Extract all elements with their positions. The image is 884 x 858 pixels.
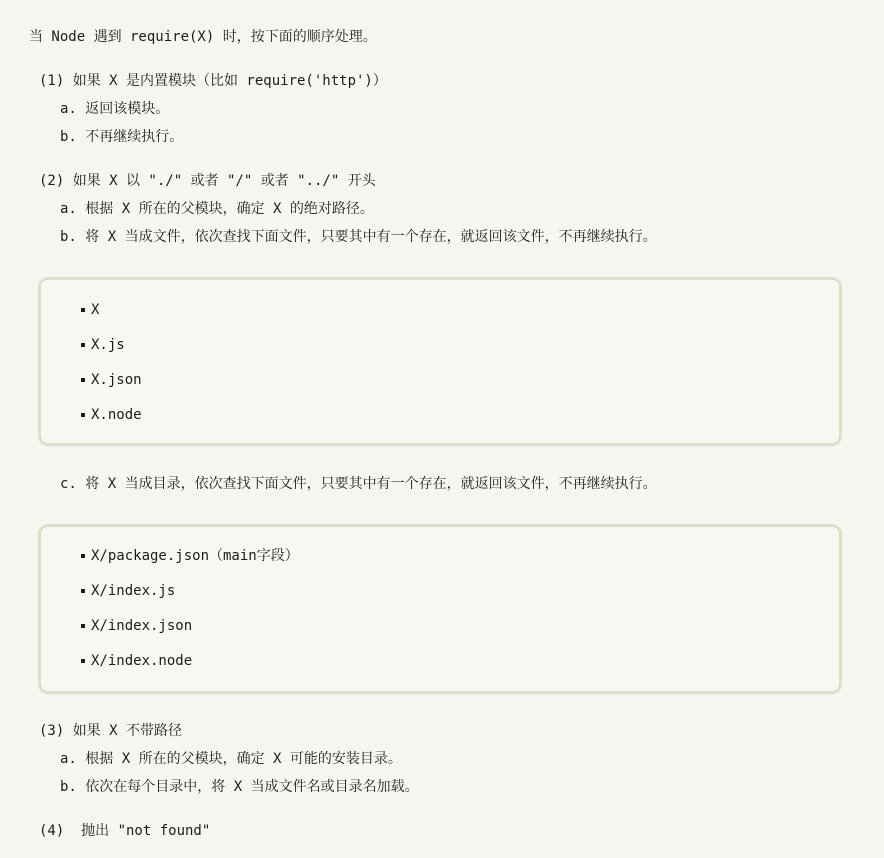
step4-heading: (4) 抛出 "not found" [39, 823, 211, 839]
step3-b: b. 依次在每个目录中，将 X 当成文件名或目录名加载。 [60, 779, 419, 795]
step2-c: c. 将 X 当成目录，依次查找下面文件，只要其中有一个存在，就返回该文件，不再继续执行。 [60, 476, 657, 492]
bullet-icon [81, 378, 85, 382]
list-item: X.js [91, 335, 125, 355]
bullet-icon [81, 413, 85, 417]
list-item: X/package.json（main字段） [91, 546, 299, 566]
step1-a: a. 返回该模块。 [60, 101, 170, 117]
list-item: X/index.js [91, 581, 175, 601]
step2-heading: (2) 如果 X 以 "./" 或者 "/" 或者 "../" 开头 [39, 173, 376, 189]
list-item: X [91, 300, 99, 320]
step1-heading: (1) 如果 X 是内置模块（比如 require('http')） [39, 73, 387, 89]
step2-b: b. 将 X 当成文件，依次查找下面文件，只要其中有一个存在，就返回该文件，不再继续执行。 [60, 229, 657, 245]
intro-text: 当 Node 遇到 require(X) 时，按下面的顺序处理。 [29, 29, 377, 45]
list-item: X.node [91, 405, 142, 425]
bullet-icon [81, 343, 85, 347]
step2-a: a. 根据 X 所在的父模块，确定 X 的绝对路径。 [60, 201, 374, 217]
bullet-icon [81, 554, 85, 558]
step3-heading: (3) 如果 X 不带路径 [39, 723, 183, 739]
list-item: X/index.json [91, 616, 192, 636]
file-candidates-box [38, 277, 842, 446]
list-item: X/index.node [91, 651, 192, 671]
bullet-icon [81, 589, 85, 593]
bullet-icon [81, 308, 85, 312]
step3-a: a. 根据 X 所在的父模块，确定 X 可能的安装目录。 [60, 751, 402, 767]
bullet-icon [81, 659, 85, 663]
directory-candidates-box [38, 524, 842, 694]
step1-b: b. 不再继续执行。 [60, 129, 184, 145]
bullet-icon [81, 624, 85, 628]
list-item: X.json [91, 370, 142, 390]
